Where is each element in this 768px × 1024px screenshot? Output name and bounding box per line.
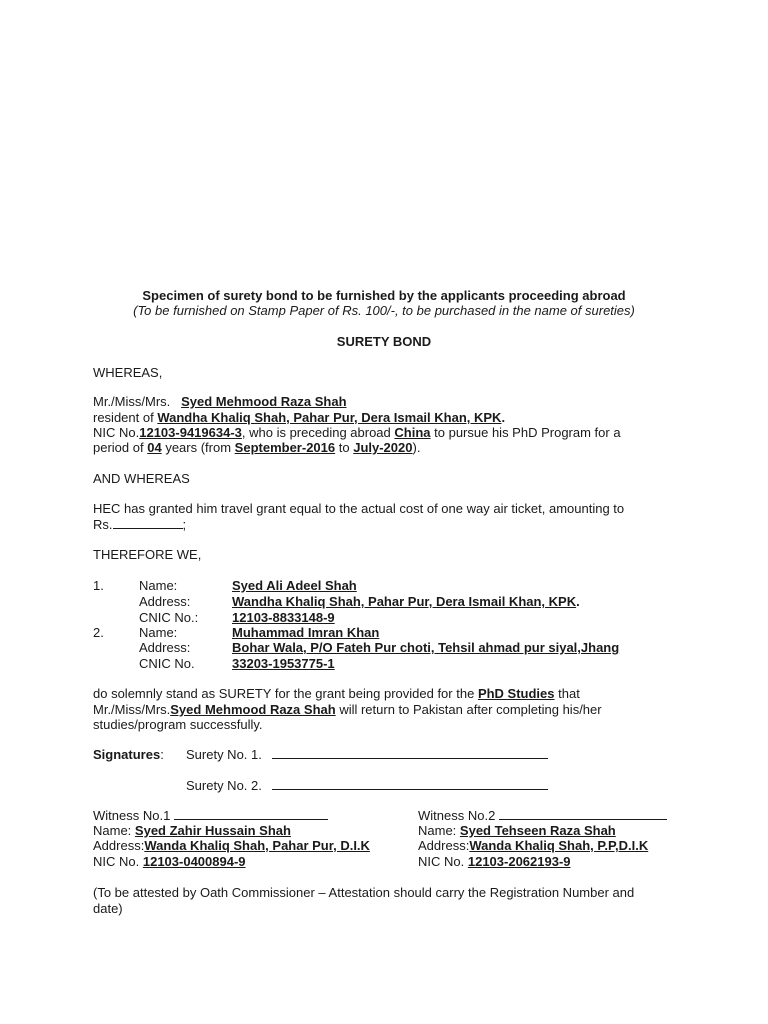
witness-1-address-line: Address:Wanda Khaliq Shah, Pahar Pur, D.I.K (93, 838, 370, 853)
grant-text: HEC has granted him travel grant equal to the actual cost of one way air ticket, amounting to (93, 501, 625, 516)
witness-2-nic-line: NIC No. 12103-2062193-9 (418, 854, 571, 869)
residence-line: resident of Wandha Khaliq Shah, Pahar Pur, Dera Ismail Khan, KPK. (93, 410, 506, 425)
surety-2-address: Bohar Wala, P/O Fateh Pur choti, Tehsil ahmad pur siyal,Jhang (232, 640, 620, 655)
surety-1-name: Syed Ali Adeel Shah (232, 578, 357, 593)
witness-2-name-line: Name: Syed Tehseen Raza Shah (418, 823, 616, 838)
whereas-label: WHEREAS, (93, 365, 163, 380)
document-title: Specimen of surety bond to be furnished by the applicants proceeding abroad (142, 288, 626, 303)
solemn-line-3: studies/program successfully. (93, 717, 263, 732)
nic-line: NIC No.12103-9419634-3, who is preceding abroad China to pursue his PhD Program for a (93, 425, 621, 440)
surety-2-signature-line (272, 789, 548, 790)
period-line: period of 04 years (from September-2016 to July-2020). (93, 440, 421, 455)
and-whereas-label: AND WHEREAS (93, 471, 190, 486)
witness-1-label: Witness No.1 (93, 808, 328, 824)
grant-amount-blank (113, 528, 183, 529)
period-years: 04 (147, 440, 162, 455)
applicant-nic: 12103-9419634-3 (139, 425, 242, 440)
witness-1-name-line: Name: Syed Zahir Hussain Shah (93, 823, 291, 838)
signatures-label: Signatures: (93, 747, 164, 762)
resident-prefix: resident of (93, 410, 154, 425)
surety-1-signature-line (272, 758, 548, 759)
surety-1-cnic: 12103-8833148-9 (232, 610, 335, 625)
surety-1-number: 1. (93, 578, 104, 593)
surety-2-name: Muhammad Imran Khan (232, 625, 380, 640)
solemn-name: Syed Mehmood Raza Shah (170, 702, 336, 717)
surety-2-cnic: 33203-1953775-1 (232, 656, 335, 671)
applicant-salutation: Mr./Miss/Mrs. (93, 394, 171, 409)
witness-1-signature-line (174, 819, 328, 820)
surety-2-signature: Surety No. 2. (186, 778, 548, 794)
grant-amount-line: Rs. ; (93, 517, 187, 532)
applicant-name: Syed Mehmood Raza Shah (181, 394, 347, 409)
applicant-line (93, 394, 347, 410)
solemn-line-1: do solemnly stand as SURETY for the grant being provided for the PhD Studies that (93, 686, 580, 701)
period-from: September-2016 (234, 440, 336, 455)
surety-1-address: Wandha Khaliq Shah, Pahar Pur, Dera Ismail Khan, KPK. (232, 594, 580, 609)
surety-2-number: 2. (93, 625, 104, 640)
solemn-line-2: Mr./Miss/Mrs.Syed Mehmood Raza Shah will return to Pakistan after completing his/her (93, 702, 602, 717)
applicant-country: China (394, 425, 431, 440)
document-page: Specimen of surety bond to be furnished by the applicants proceeding abroad (To be furnished on Stamp Paper of Rs. 100/-, to be purchased in the name of sureties) SURETY BOND WHEREAS, Mr./Miss/Mrs. Syed Mehmood Raza Shah resident of Wandha Khaliq Shah, Pahar Pur, Dera Ismail Khan, KPK. NIC No.12103-9419634-3, who is preceding abroad China to pursue his PhD Program for a period of 04 years (from September-2016 to July-2020). AND WHEREAS HEC has granted him travel grant equal to the actual cost of one way air ticket, amounting to Rs. ; THEREFORE WE, 1. Name: Syed Ali Adeel Shah Address: Wandha Khaliq Shah, Pahar Pur, Dera Ismail Khan, KPK. CNIC No.: 12103-8833148-9 2. Name: Muhammad Imran Khan Address: Bohar Wala, P/O Fateh Pur choti, Tehsil ahmad pur siyal,Jhang CNIC No. 33203-1953775-1 do solemnly stand as SURETY for the grant being provided for the PhD Studies that Mr./Miss/Mrs.Syed Mehmood Raza Shah will return to Pakistan after completing his/her studies/program successfully. Signatures: Surety No. 1. Surety No. 2. Witness No.1 Name: Syed Zahir Hussain Shah Address:Wanda Khaliq Shah, Pahar Pur, D.I.K NIC No. 12103-0400894-9 Witness No.2 Name: Syed Tehseen Raza Shah Address:Wanda Khaliq Shah, P.P,D.I.K NIC No. 12103-2062193-9 (To be attested by Oath Commissioner – Attestation should carry the Registration Number and date) (0, 0, 768, 1024)
period-to: July-2020 (353, 440, 413, 455)
bond-title: SURETY BOND (336, 334, 432, 349)
witness-2-label: Witness No.2 (418, 808, 667, 824)
solemn-program: PhD Studies (477, 686, 555, 701)
surety-1-signature: Surety No. 1. (186, 747, 548, 763)
witness-1-nic-line: NIC No. 12103-0400894-9 (93, 854, 246, 869)
witness-1-nic: 12103-0400894-9 (142, 854, 246, 869)
witness-2-signature-line (499, 819, 667, 820)
document-subtitle: (To be furnished on Stamp Paper of Rs. 100/-, to be purchased in the name of sureties) (133, 303, 635, 318)
witness-2-address-line: Address:Wanda Khaliq Shah, P.P,D.I.K (418, 838, 649, 853)
witness-1-name: Syed Zahir Hussain Shah (134, 823, 291, 838)
witness-2-name: Syed Tehseen Raza Shah (459, 823, 616, 838)
applicant-residence: Wandha Khaliq Shah, Pahar Pur, Dera Ismail Khan, KPK (157, 410, 502, 425)
attestation-note: (To be attested by Oath Commissioner – Attestation should carry the Registration Number and date) (93, 885, 635, 916)
witness-2-address: Wanda Khaliq Shah, P.P,D.I.K (469, 838, 649, 853)
witness-1-address: Wanda Khaliq Shah, Pahar Pur, D.I.K (144, 838, 370, 853)
therefore-label: THEREFORE WE, (93, 547, 202, 562)
witness-2-nic: 12103-2062193-9 (467, 854, 571, 869)
